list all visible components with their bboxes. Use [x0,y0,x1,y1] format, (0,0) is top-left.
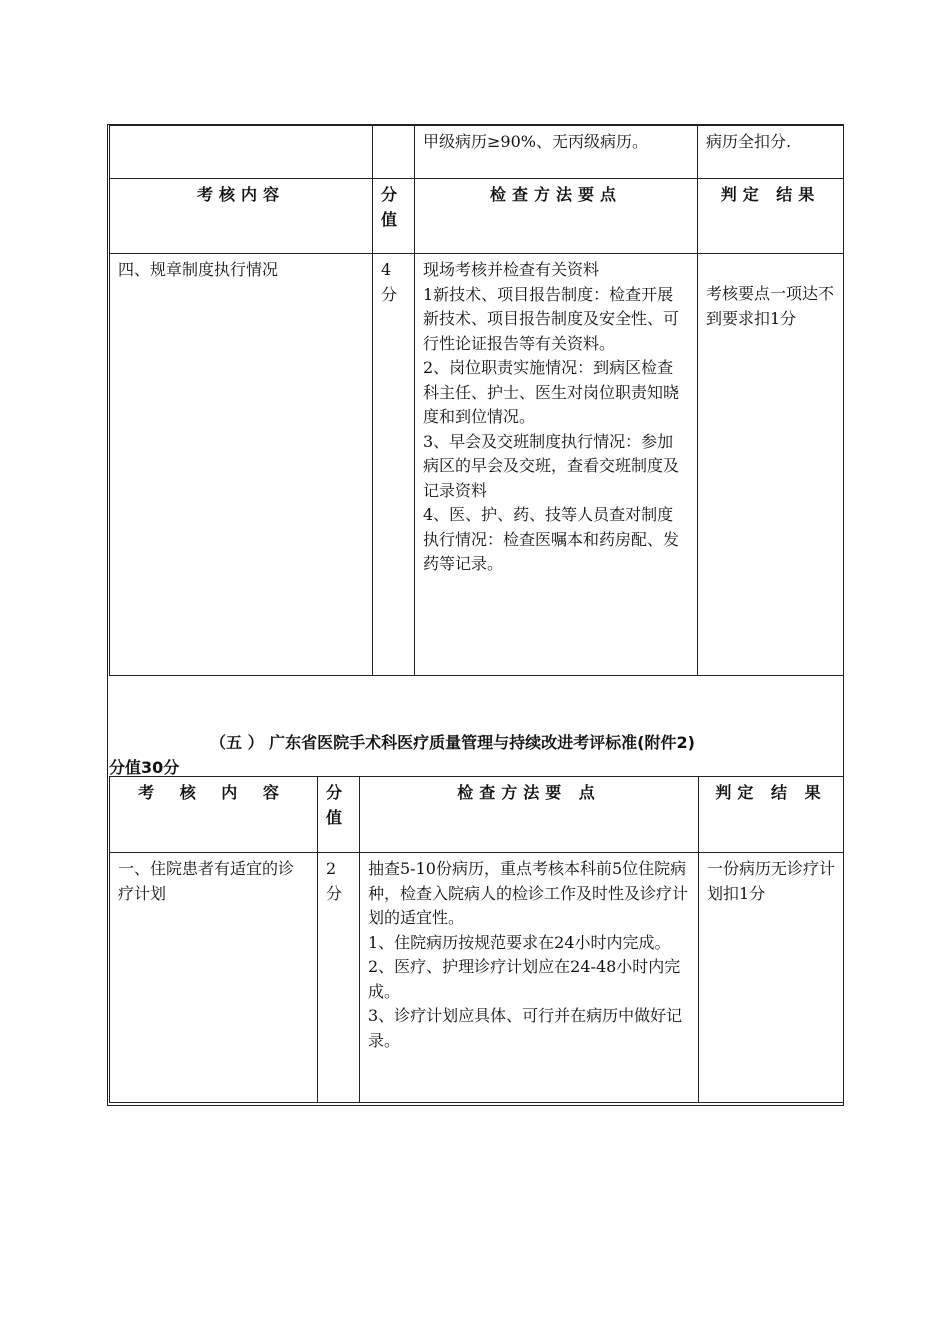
header-score: 分值 [318,777,360,853]
header-content: 考核内容 [110,179,373,254]
table-row [110,853,844,1103]
header-method: 检查方法要 点 [360,777,699,853]
header-result: 判定 结 果 [699,777,844,853]
section-subtitle: 分值30分 [109,758,180,777]
header-result: 判定 结果 [698,179,844,254]
assessment-table-1 [109,125,844,676]
assessment-table-2 [109,776,844,1103]
header-content: 考 核 内 容 [110,777,318,853]
score-cell: 2分 [318,853,360,1103]
table-header-row [110,179,844,254]
section-title: （五 ） 广东省医院手术科医疗质量管理与持续改进考评标准(附件2) [210,733,695,752]
method-cell: 现场考核并检查有关资料 1新技术、项目报告制度：检查开展新技术、项目报告制度及安全性、可行性论证报告等有关资料。 2、岗位职责实施情况：到病区检查科主任、护士、医生对岗位职责知晓度和到位情况。 3、早会及交班制度执行情况：参加病区的早会及交班，查看交班制度及记录资料 4、医、护、药、技等人员查对制度执行情况：检查医嘱本和药房配、发药等记录。 [415,254,698,676]
table-header-row [110,777,844,853]
table-row [110,254,844,676]
method-cell: 甲级病历≥90%、无丙级病历。 [415,126,698,179]
score-cell [373,126,415,179]
method-cell: 抽查5-10份病历，重点考核本科前5位住院病种，检查入院病人的检诊工作及时性及诊疗计划的适宜性。 1、住院病历按规范要求在24小时内完成。 2、医疗、护理诊疗计划应在24-48小时内完成。 3、诊疗计划应具体、可行并在病历中做好记录。 [360,853,699,1103]
result-cell: 一份病历无诊疗计划扣1分 [699,853,844,1103]
content-cell [110,126,373,179]
score-cell: 4分 [373,254,415,676]
result-cell: 考核要点一项达不到要求扣1分 [698,254,844,676]
header-method: 检查方法要点 [415,179,698,254]
result-cell: 病历全扣分. [698,126,844,179]
table-row [110,126,844,179]
header-score: 分值 [373,179,415,254]
content-cell: 四、规章制度执行情况 [110,254,373,676]
content-cell: 一、住院患者有适宜的诊疗计划 [110,853,318,1103]
